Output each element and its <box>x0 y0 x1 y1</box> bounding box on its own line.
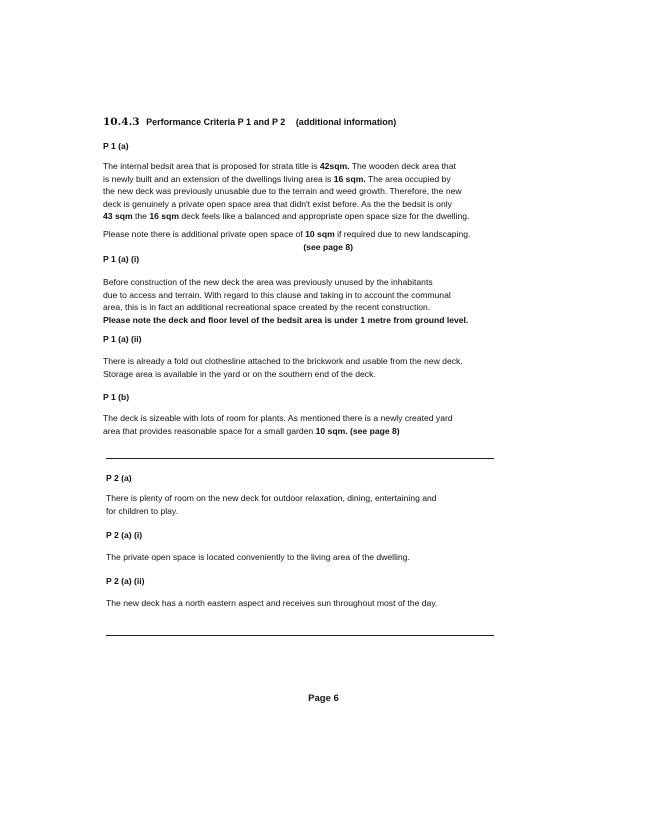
section-title-note: (additional information) <box>295 117 397 127</box>
p1a-line-3: the new deck was previously unusable due to the terrain and weed growth. Therefore, the new <box>103 186 462 196</box>
p1aii-paragraph <box>103 355 523 380</box>
p1b-heading: P 1 (b) <box>103 392 130 402</box>
p1a-line-1: The internal bedsit area that is proposed for strata title is 42sqm. The wooden deck area that <box>103 161 456 171</box>
p2a-paragraph <box>106 492 526 517</box>
section-title <box>103 116 396 128</box>
p1a-note-line-1: Please note there is additional private open space of 10 sqm if required due to new landscaping. <box>103 229 471 239</box>
section-number: 10.4.3 <box>103 116 140 128</box>
p1ai-paragraph <box>103 276 523 326</box>
p1a-note <box>103 228 523 253</box>
p1a-line-2: is newly built and an extension of the dwellings living area is 16 sqm. The area occupied by <box>103 173 451 184</box>
p2ai-paragraph <box>106 551 526 564</box>
p2aii-heading: P 2 (a) (ii) <box>106 576 145 586</box>
p1ai-line-2: due to access and terrain. With regard to this clause and taking in to account the communal <box>103 289 451 300</box>
p1b-line-2: area that provides reasonable space for a small garden 10 sqm. (see page 8) <box>103 425 400 436</box>
p1a-line-4: deck is genuinely a private open space area that didn't exist before. As the the bedsit is only <box>103 198 452 209</box>
p1aii-line-1: There is already a fold out clothesline attached to the brickwork and usable from the new deck. <box>103 356 463 366</box>
p1b-paragraph <box>103 412 523 437</box>
p2ai-heading: P 2 (a) (i) <box>106 530 143 540</box>
p2a-heading: P 2 (a) <box>106 473 132 483</box>
divider <box>106 458 494 459</box>
p2aii-paragraph <box>106 597 526 610</box>
p1ai-line-1: Before construction of the new deck the area was previously unused by the inhabitants <box>103 277 433 287</box>
p1aii-line-2: Storage area is available in the yard or on the southern end of the deck. <box>103 368 376 379</box>
p2a-line-2: for children to play. <box>106 505 178 516</box>
p1a-heading: P 1 (a) <box>103 141 129 151</box>
p1a-note-line-2: (see page 8) <box>303 241 353 252</box>
page-number: Page 6 <box>308 693 339 704</box>
p1b-line-1: The deck is sizeable with lots of room for plants. As mentioned there is a newly created yard <box>103 413 453 423</box>
p2aii-line-1: The new deck has a north eastern aspect and receives sun throughout most of the day. <box>106 598 438 608</box>
p1aii-heading: P 1 (a) (ii) <box>103 334 142 344</box>
p1ai-line-3: area, this is in fact an additional recreational space created by the recent construction. <box>103 302 431 312</box>
p2a-line-1: There is plenty of room on the new deck for outdoor relaxation, dining, entertaining and <box>106 493 437 503</box>
section-title-text: Performance Criteria P 1 and P 2 <box>146 117 286 127</box>
p1a-line-5: 43 sqm the 16 sqm deck feels like a balanced and appropriate open space size for the dwelling. <box>103 211 470 221</box>
p1a-paragraph <box>103 160 523 223</box>
p1ai-line-4: Please note the deck and floor level of the bedsit area is under 1 metre from ground level. <box>103 314 469 325</box>
divider-bottom <box>106 635 494 636</box>
p1ai-heading: P 1 (a) (i) <box>103 254 140 264</box>
p2ai-line-1: The private open space is located conveniently to the living area of the dwelling. <box>106 552 410 562</box>
